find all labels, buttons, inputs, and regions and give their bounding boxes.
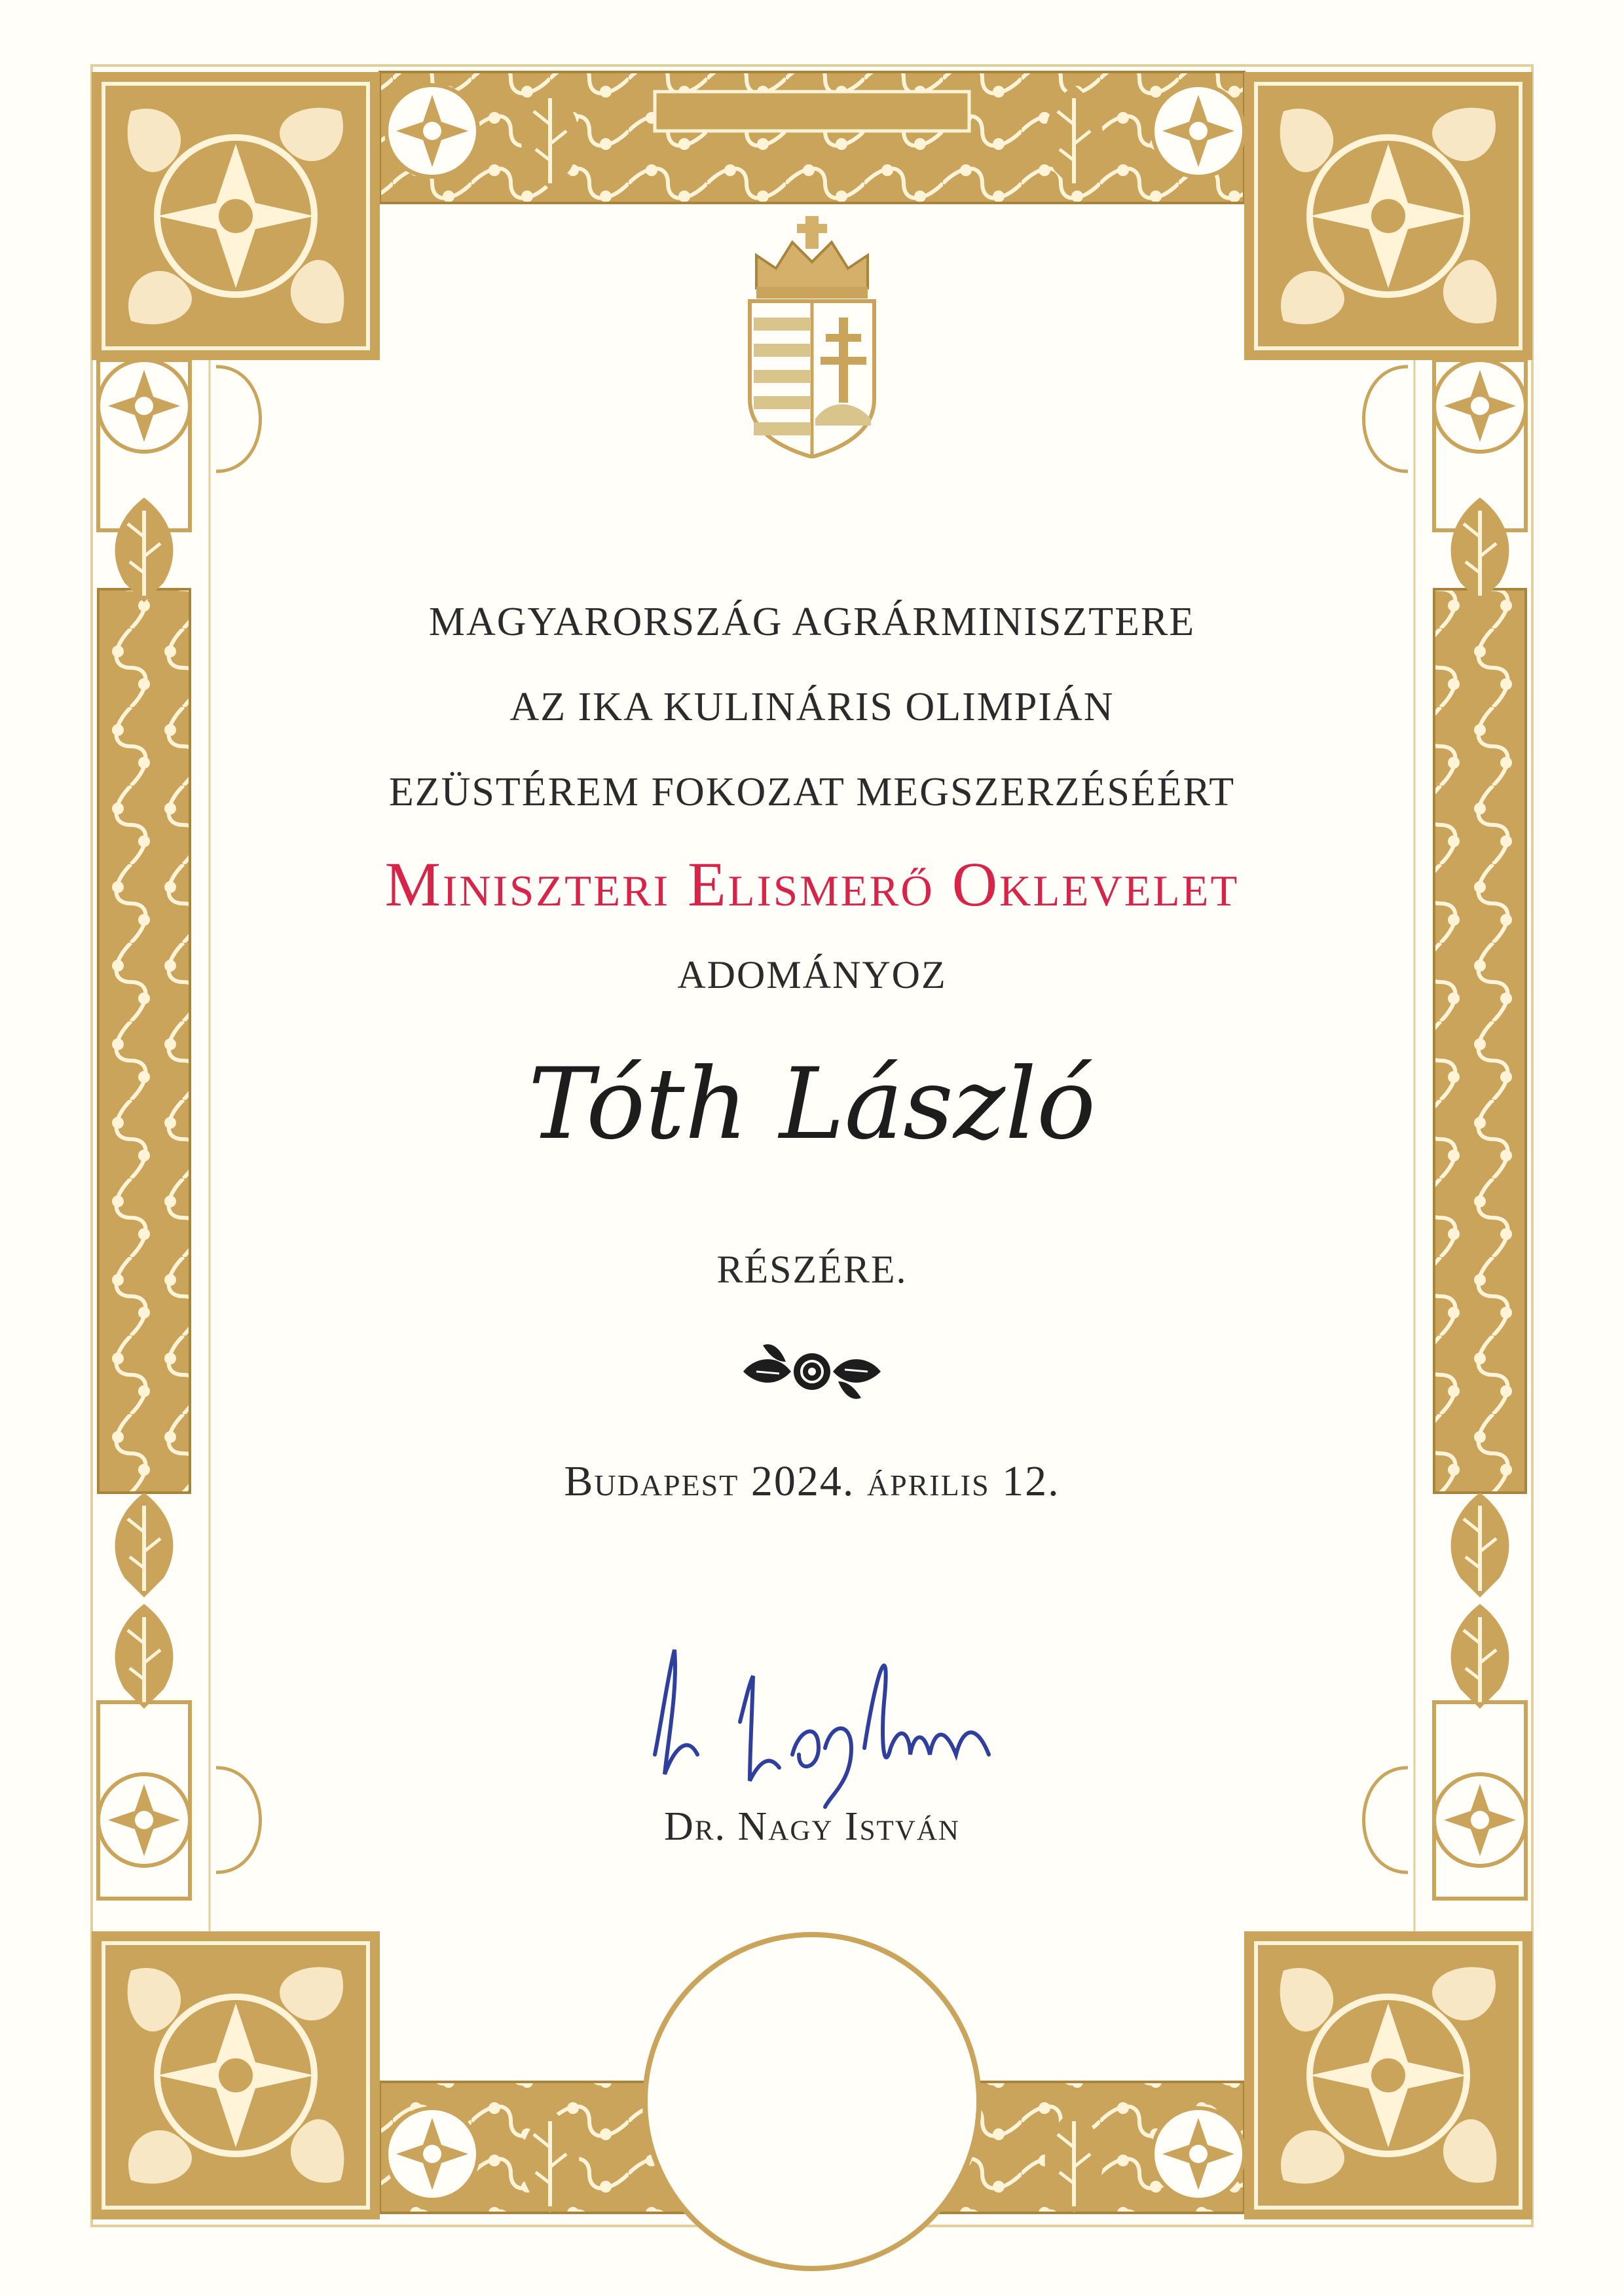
seal-circle [629, 1918, 995, 2285]
achievement-line: EZÜSTÉREM FOKOZAT MEGSZERZÉSÉÉRT [388, 770, 1236, 814]
issuer-line: MAGYARORSZÁG AGRÁRMINISZTERE [428, 600, 1196, 644]
award-title: Miniszteri Elismerő Oklevelet [384, 849, 1240, 919]
coat-of-arms-icon [737, 210, 887, 458]
signature-image [602, 1624, 1048, 1820]
place-date: Budapest 2024. április 12. [564, 1457, 1060, 1505]
signer-name: Dr. Nagy István [664, 1804, 960, 1849]
rose-ornament-icon [740, 1336, 884, 1408]
recipient-name: Tóth László [528, 1048, 1096, 1161]
event-line: AZ IKA KULINÁRIS OLIMPIÁN [509, 685, 1115, 729]
award-verb: ADOMÁNYOZ [677, 953, 947, 996]
for-label: RÉSZÉRE. [716, 1248, 908, 1291]
